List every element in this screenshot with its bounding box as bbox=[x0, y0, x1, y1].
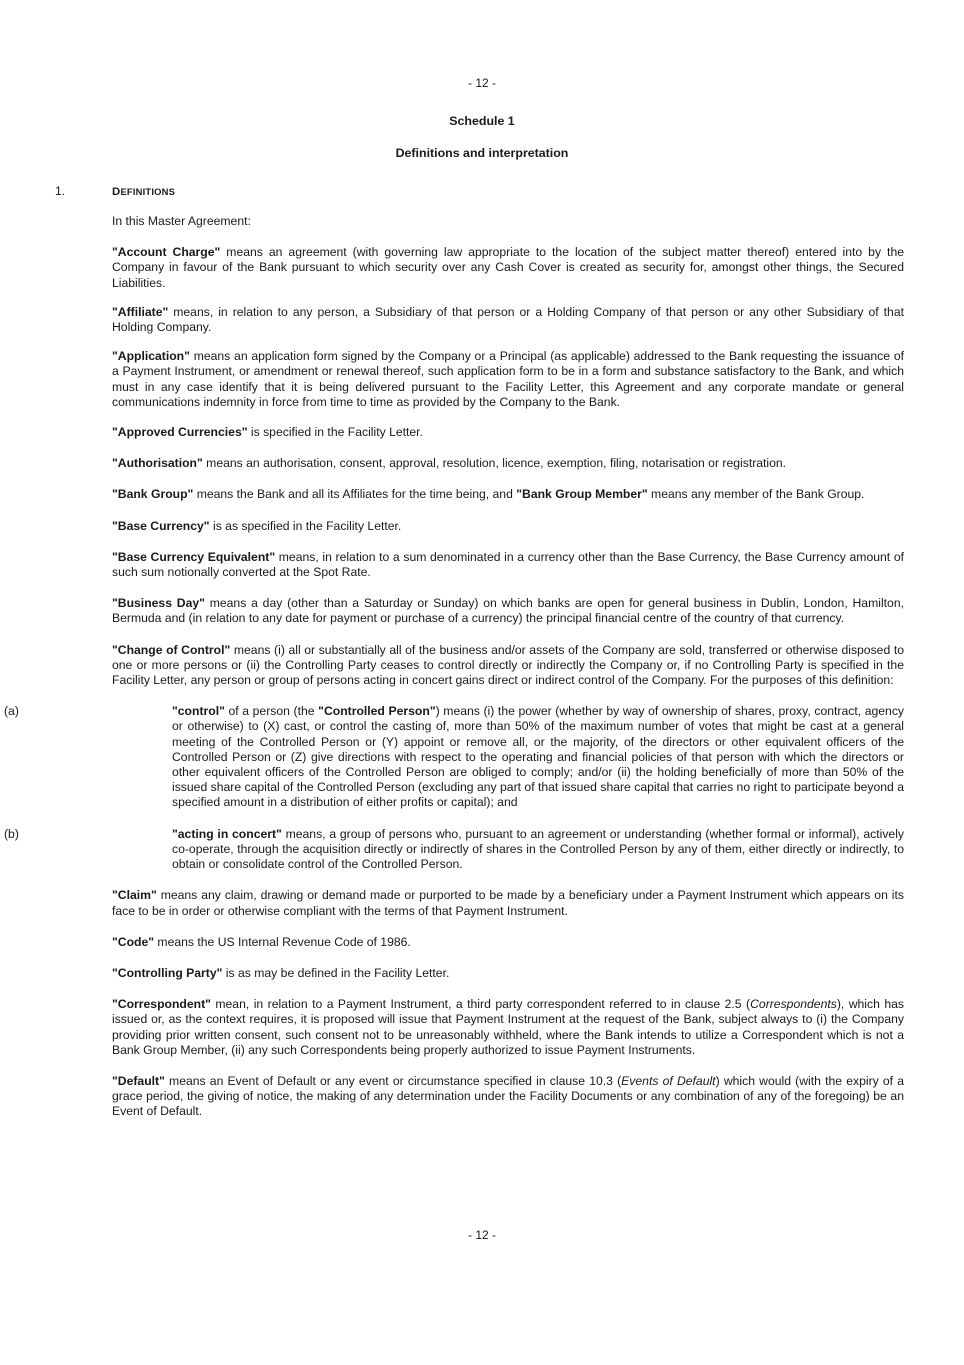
section-heading bbox=[112, 184, 175, 200]
term: "Approved Currencies" bbox=[112, 425, 248, 440]
intro-paragraph bbox=[112, 214, 904, 229]
definition-text: is specified in the Facility Letter. bbox=[247, 425, 423, 440]
term: "Default" bbox=[112, 1073, 165, 1088]
subclause-b bbox=[0, 827, 904, 873]
term: "Business Day" bbox=[112, 596, 205, 611]
intro-text: In this Master Agreement: bbox=[112, 214, 251, 228]
definition-text: of a person (the bbox=[224, 704, 319, 719]
clause-reference: Events of Default bbox=[621, 1073, 716, 1088]
definition-text: means an application form signed by the Company or a Principal (as applicable) addressed to the Bank requesting the issuance of a Payment Instrument, or amendment or renewal thereof, such application form to be in a form and substance satisfactory to the Bank, and which must in any case identify that it is being delivered pursuant to the Facility Letter, this Agreement and any corporate mandate or general communications indemnity in force from time to time as provided by the Company to the Bank. bbox=[112, 349, 904, 409]
definition-affiliate bbox=[112, 305, 904, 335]
term: "Base Currency" bbox=[112, 518, 210, 533]
term: "Affiliate" bbox=[112, 304, 169, 319]
term: "Claim" bbox=[112, 888, 157, 903]
definition-base-currency bbox=[112, 519, 904, 534]
definition-correspondent bbox=[112, 997, 904, 1058]
definitions-body bbox=[4, 214, 905, 1136]
definition-controlling-party bbox=[112, 966, 904, 981]
term: "Account Charge" bbox=[112, 245, 221, 260]
definition-base-currency-equivalent bbox=[112, 550, 904, 580]
term: "Controlling Party" bbox=[112, 965, 223, 980]
definition-text: means an authorisation, consent, approval, resolution, licence, exemption, filing, notarisation or registration. bbox=[202, 456, 787, 471]
definition-authorisation bbox=[112, 456, 904, 471]
term-secondary: "Controlled Person" bbox=[318, 704, 436, 719]
term-secondary: "Bank Group Member" bbox=[516, 487, 648, 502]
definition-text: means a day (other than a Saturday or Sunday) on which banks are open for general business in Dublin, London, Hamilton, Bermuda and (in relation to any date for payment or purchase of a currency) the principal financial centre of the country of that currency. bbox=[112, 596, 904, 626]
subclause-a bbox=[0, 704, 904, 810]
term: "Correspondent" bbox=[112, 997, 211, 1012]
footer-page-number: - 12 - bbox=[467, 1228, 496, 1242]
definition-account-charge bbox=[112, 245, 904, 291]
schedule-subtitle: Definitions and interpretation bbox=[395, 146, 569, 160]
term: "Change of Control" bbox=[112, 642, 231, 657]
definition-text: means an Event of Default or any event or circumstance specified in clause 10.3 ( bbox=[164, 1073, 622, 1088]
definition-text-secondary: means any member of the Bank Group. bbox=[647, 487, 865, 502]
definition-application bbox=[112, 349, 904, 410]
definition-text: is as specified in the Facility Letter. bbox=[209, 518, 402, 533]
definition-approved-currencies bbox=[112, 425, 904, 440]
section-heading-rest: EFINITIONS bbox=[120, 186, 176, 197]
term: "acting in concert" bbox=[172, 826, 282, 841]
definition-text: is as may be defined in the Facility Letter. bbox=[222, 965, 450, 980]
definition-text-secondary: ), which has issued or, as the context requires, it is proposed will issue that Payment Instrument at the request of the Bank, subject always to (i) the Company providing prior written consent, such consent not to be unreasonably withheld, where the Bank intends to utilize a Correspondent which is not a Bank Group Member, (ii) any such Correspondents being properly authorized to issue Payment Instruments. bbox=[112, 997, 905, 1057]
subclause-label: (b) bbox=[4, 826, 19, 841]
definition-text: means any claim, drawing or demand made or purported to be made by a beneficiary under a Payment Instrument which appears on its face to be in order or otherwise compliant with the terms of that Payment Instrument. bbox=[112, 888, 904, 918]
definition-text: means, a group of persons who, pursuant to an agreement or understanding (whether formal or informal), actively co-operate, through the acquisition directly or indirectly of shares in the Controlled Person by any of them, either directly or indirectly, to obtain or consolidate control of the Controlled Person. bbox=[172, 826, 904, 872]
definition-code bbox=[112, 935, 904, 950]
definition-text: mean, in relation to a Payment Instrument, a third party correspondent referred to in clause 2.5 ( bbox=[210, 997, 751, 1012]
term: "Base Currency Equivalent" bbox=[112, 549, 276, 564]
subclause-label: (a) bbox=[4, 704, 19, 719]
term: "Authorisation" bbox=[112, 456, 203, 471]
definition-text: means, in relation to a sum denominated in a currency other than the Base Currency, the Base Currency amount of such sum notionally converted at the Spot Rate. bbox=[112, 549, 904, 580]
definition-text: means (i) all or substantially all of the business and/or assets of the Company are sold, transferred or otherwise disposed to one or more persons or (ii) the Controlling Party ceases to control directly or indirectly the Company or, if no Controlling Party is specified in the Facility Letter, any person or group of persons acting in concert gains direct or indirect control of the Company. For the purposes of this definition: bbox=[112, 642, 904, 688]
definition-claim bbox=[112, 888, 904, 918]
header-page-number: - 12 - bbox=[467, 76, 496, 90]
term: "Application" bbox=[112, 349, 190, 364]
definition-text: means an agreement (with governing law appropriate to the location of the subject matter thereof) entered into by the Company in favour of the Bank pursuant to which security over any Cash Cover is created as security for, amongst other things, the Secured Liabilities. bbox=[112, 245, 904, 290]
term: "Bank Group" bbox=[112, 487, 194, 502]
definition-business-day bbox=[112, 596, 904, 626]
definition-change-of-control bbox=[112, 643, 904, 689]
definition-text: means the Bank and all its Affiliates for the time being, and bbox=[193, 487, 517, 502]
definition-text: means, in relation to any person, a Subsidiary of that person or a Holding Company of that person or any other Subsidiary of that Holding Company. bbox=[112, 304, 904, 335]
section-number: 1. bbox=[55, 184, 66, 198]
term: "Code" bbox=[112, 934, 155, 949]
definition-default bbox=[112, 1074, 904, 1120]
definition-text-secondary: ) means (i) the power (whether by way of ownership of shares, proxy, contract, agency or otherwise) to (X) cast, or control the casting of, more than 50% of the maximum number of votes that might be cast at a general meeting of the Controlled Person or (Y) appoint or remove all, or the majority, of the directors or other equivalent officers of the Controlled Person or (Z) give directions with respect to the operating and financial policies of that person with which the directors or other equivalent officers of the Controlled Person are obliged to comply; and/or (ii) the holding beneficially of more than 50% of the issued share capital of the Controlled Person (excluding any part of that issued share capital that carries no right to participate beyond a specified amount in a distribution of either profits or capital); and bbox=[172, 704, 905, 810]
schedule-title: Schedule 1 bbox=[449, 114, 515, 128]
definition-text: means the US Internal Revenue Code of 1986. bbox=[154, 934, 411, 949]
term: "control" bbox=[172, 704, 225, 719]
clause-reference: Correspondents bbox=[750, 997, 837, 1012]
section-heading-initial: D bbox=[112, 186, 121, 198]
definition-text-secondary: ) which would (with the expiry of a grace period, the giving of notice, the making of any determination under the Facility Documents or any combination of any of the foregoing) be an Event of Default. bbox=[112, 1073, 905, 1119]
definition-bank-group bbox=[112, 487, 904, 502]
